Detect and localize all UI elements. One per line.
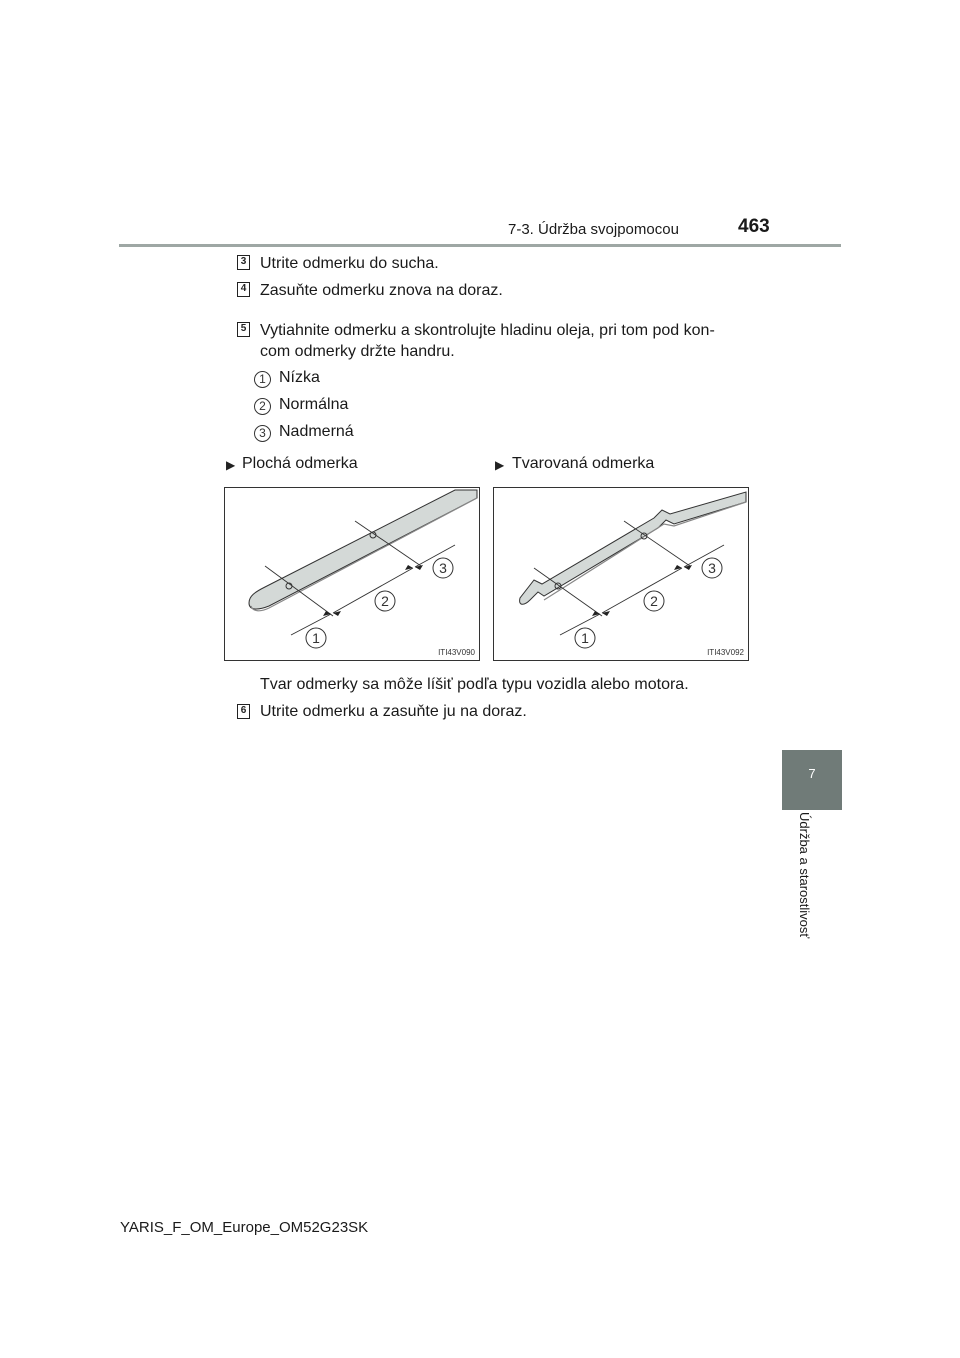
level-2-number: 2: [254, 398, 271, 415]
triangle-right-icon: ▶: [495, 458, 505, 472]
page-number: 463: [738, 216, 770, 237]
level-2-label: Normálna: [279, 396, 349, 413]
chapter-number: 7: [808, 766, 816, 781]
section-title: 7-3. Údržba svojpomocou: [508, 221, 679, 238]
step-5-text-line1: Vytiahnite odmerku a skontrolujte hladinu oleja, pri tom pod kon-: [260, 322, 715, 339]
dipstick-shape: [520, 492, 746, 604]
level-3-number: 3: [254, 425, 271, 442]
flat-dipstick-illustration: [225, 488, 479, 660]
shaped-dipstick-figure: [493, 487, 749, 661]
level-1-number: 1: [254, 371, 271, 388]
triangle-right-icon: ▶: [226, 458, 236, 472]
callout-3: 3: [439, 560, 447, 576]
dipstick-shadow: [544, 502, 746, 600]
figure-1-heading: Plochá odmerka: [242, 455, 358, 472]
step-6-text: Utrite odmerku a zasuňte ju na doraz.: [260, 703, 527, 720]
dipstick-shape: [249, 490, 477, 609]
figure-2-code: ITI43V092: [707, 648, 744, 657]
shaped-dipstick-illustration: [494, 488, 748, 660]
chapter-label: Údržba a starostlivosť: [797, 812, 812, 939]
footer-code: YARIS_F_OM_Europe_OM52G23SK: [120, 1219, 369, 1236]
step-3-text: Utrite odmerku do sucha.: [260, 255, 439, 272]
callout-2: 2: [650, 593, 658, 609]
step-5-badge: 5: [237, 322, 250, 337]
callout-3: 3: [708, 560, 716, 576]
level-3-label: Nadmerná: [279, 423, 354, 440]
note-text: Tvar odmerky sa môže líšiť podľa typu vozidla alebo motora.: [260, 676, 689, 693]
step-6-badge: 6: [237, 704, 250, 719]
callout-2: 2: [381, 593, 389, 609]
callout-1: 1: [581, 630, 589, 646]
step-4-badge: 4: [237, 282, 250, 297]
step-3-badge: 3: [237, 255, 250, 270]
callout-1: 1: [312, 630, 320, 646]
figure-1-code: ITI43V090: [438, 648, 475, 657]
header-rule: [119, 244, 841, 247]
level-1-label: Nízka: [279, 369, 320, 386]
step-4-text: Zasuňte odmerku znova na doraz.: [260, 282, 503, 299]
step-5-text-line2: com odmerky držte handru.: [260, 343, 455, 360]
flat-dipstick-figure: [224, 487, 480, 661]
figure-2-heading: Tvarovaná odmerka: [512, 455, 655, 472]
